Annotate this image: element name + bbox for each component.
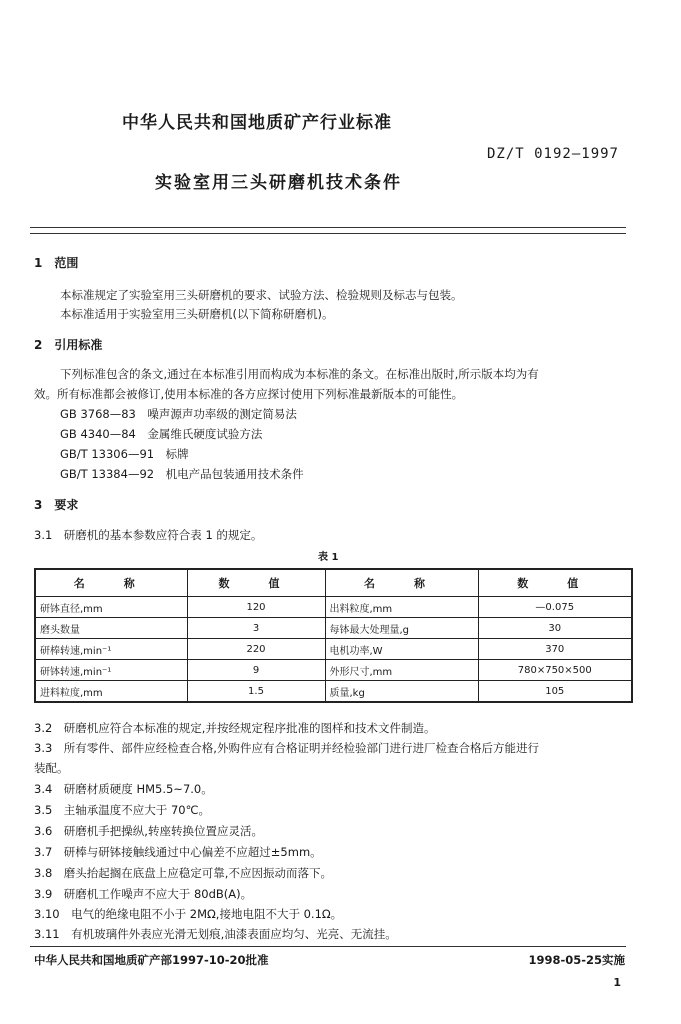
approval-statement: 中华人民共和国地质矿产部1997-10-20批准 <box>34 953 269 967</box>
section-2-paragraph-line-2: 效。所有标准都会被修订,使用本标准的各方应探讨使用下列标准最新版本的可能性。 <box>34 387 464 401</box>
requirement-item: 3.5 主轴承温度不应大于 70℃。 <box>34 803 210 817</box>
header-divider-bottom <box>30 233 626 234</box>
table-cell: 外形尺寸,mm <box>325 660 478 681</box>
reference-item: GB 4340—84 金属维氏硬度试验方法 <box>60 427 263 441</box>
table-cell: 研钵转速,min⁻¹ <box>35 660 187 681</box>
requirement-item: 装配。 <box>34 761 69 775</box>
item-3-1: 3.1 研磨机的基本参数应符合表 1 的规定。 <box>34 528 263 542</box>
table-cell: 9 <box>187 660 325 681</box>
table-row <box>35 660 632 681</box>
table-cell: 120 <box>187 597 325 618</box>
table-cell: 出料粒度,mm <box>325 597 478 618</box>
requirement-item: 3.8 磨头抬起搁在底盘上应稳定可靠,不应因振动而落下。 <box>34 866 332 880</box>
section-1-paragraph-2: 本标准适用于实验室用三头研磨机(以下简称研磨机)。 <box>60 307 334 321</box>
section-2-paragraph-line-1: 下列标准包含的条文,通过在本标准引用而构成为本标准的条文。在标准出版时,所示版本均为有 <box>60 367 539 381</box>
requirement-item: 3.2 研磨机应符合本标准的规定,并按经规定程序批准的图样和技术文件制造。 <box>34 721 436 735</box>
section-3-heading: 3 要求 <box>34 498 79 512</box>
table-cell: 220 <box>187 639 325 660</box>
document-title: 实验室用三头研磨机技术条件 <box>155 173 402 193</box>
page-number: 1 <box>613 976 621 989</box>
table-cell: 3 <box>187 618 325 639</box>
reference-item: GB 3768—83 噪声源声功率级的测定简易法 <box>60 407 297 421</box>
requirement-item: 3.7 研棒与研钵接触线通过中心偏差不应超过±5mm。 <box>34 845 322 859</box>
footer-divider <box>30 946 626 947</box>
requirement-item: 3.4 研磨材质硬度 HM5.5~7.0。 <box>34 782 213 796</box>
reference-item: GB/T 13384—92 机电产品包装通用技术条件 <box>60 467 304 481</box>
requirement-item: 3.6 研磨机手把操纵,转座转换位置应灵活。 <box>34 824 263 838</box>
table-cell: 研棒转速,min⁻¹ <box>35 639 187 660</box>
table-header-cell: 数 值 <box>478 569 632 597</box>
table-cell: 780×750×500 <box>478 660 632 681</box>
table-row <box>35 681 632 703</box>
table-row <box>35 618 632 639</box>
reference-item: GB/T 13306—91 标牌 <box>60 447 189 461</box>
table-header-cell: 名 称 <box>325 569 478 597</box>
parameters-table <box>34 568 633 703</box>
table-header-cell: 名 称 <box>35 569 187 597</box>
section-1-heading: 1 范围 <box>34 256 79 270</box>
table-cell: 105 <box>478 681 632 703</box>
table-row <box>35 639 632 660</box>
requirement-item: 3.11 有机玻璃件外表应光滑无划痕,油漆表面应均匀、光亮、无流挂。 <box>34 927 397 941</box>
standard-code: DZ/T 0192—1997 <box>486 146 619 162</box>
table-caption: 表 1 <box>318 552 339 563</box>
table-cell: 进料粒度,mm <box>35 681 187 703</box>
requirement-item: 3.9 研磨机工作噪声不应大于 80dB(A)。 <box>34 887 253 901</box>
table-cell: 电机功率,W <box>325 639 478 660</box>
table-row <box>35 597 632 618</box>
requirement-item: 3.3 所有零件、部件应经检查合格,外购件应有合格证明并经检验部门进行进厂检查合格后方能进行 <box>34 741 539 755</box>
table-header-row <box>35 569 632 597</box>
table-cell: 研钵直径,mm <box>35 597 187 618</box>
table-cell: 磨头数量 <box>35 618 187 639</box>
table-cell: 1.5 <box>187 681 325 703</box>
table-cell: 30 <box>478 618 632 639</box>
section-1-paragraph-1: 本标准规定了实验室用三头研磨机的要求、试验方法、检验规则及标志与包装。 <box>60 288 463 302</box>
table-cell: 质量,kg <box>325 681 478 703</box>
requirement-item: 3.10 电气的绝缘电阻不小于 2MΩ,接地电阻不大于 0.1Ω。 <box>34 907 343 921</box>
table-cell: 370 <box>478 639 632 660</box>
header-divider-top <box>30 227 626 228</box>
standard-organization: 中华人民共和国地质矿产行业标准 <box>122 113 392 133</box>
implementation-date: 1998-05-25实施 <box>528 953 625 967</box>
table-header-cell: 数 值 <box>187 569 325 597</box>
section-2-heading: 2 引用标准 <box>34 338 103 352</box>
table-cell: 每钵最大处理量,g <box>325 618 478 639</box>
table-cell: —0.075 <box>478 597 632 618</box>
